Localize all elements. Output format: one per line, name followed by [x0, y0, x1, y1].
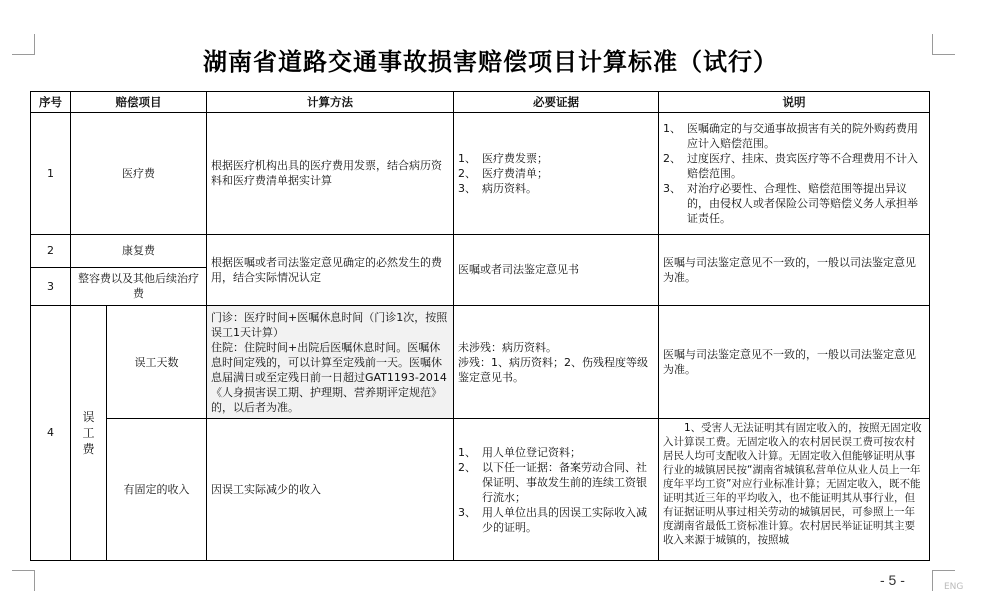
watermark-text: ENG	[944, 582, 964, 592]
header-no: 序号	[31, 92, 71, 113]
row-4-group	[71, 305, 107, 560]
document-title: 湖南省道路交通事故损害赔偿项目计算标准（试行）	[203, 48, 778, 76]
table-row	[31, 419, 930, 561]
row-1-note	[659, 113, 930, 235]
header-evidence: 必要证据	[454, 92, 659, 113]
page-number: - 5 -	[880, 572, 905, 588]
table-row	[31, 113, 930, 235]
compensation-table	[30, 91, 930, 561]
row-1-evidence-list	[458, 151, 654, 196]
list-item: 3、 病历资料。	[458, 181, 537, 195]
table-row	[31, 234, 930, 267]
row-2-3-method: 根据医嘱或者司法鉴定意见确定的必然发生的费用，结合实际情况认定	[207, 234, 454, 305]
row-4b-method: 因误工实际减少的收入	[207, 419, 454, 561]
row-1-no: 1	[31, 113, 71, 235]
list-item: 1、 医疗费发票；	[458, 151, 548, 165]
row-4b-note-text: 1、受害人无法证明其有固定收入的，按照无固定收入计算误工费。无固定收入的农村居民误工费可按农村居民人均可支配收入计算。无固定收入但能够证明从事行业的城镇居民按“湖南省城镇私营单位从业人员上一年度年平均工资”对应行业标准计算；无固定收入，既不能证明其近三年的平均收入，也不能证明其从事行业，但有证据证明从事过相关劳动的城镇居民，可参照上一年度湖南省最低工资标准计算。农村居民举证证明其主要收入来源于城镇的，按照城	[663, 422, 922, 547]
row-1-note-list	[663, 121, 925, 226]
header-method: 计算方法	[207, 92, 454, 113]
list-item: 3、 用人单位出具的因误工实际收入减少的证明。	[458, 505, 647, 534]
row-2-no: 2	[31, 234, 71, 267]
list-item: 3、 对治疗必要性、合理性、赔偿范围等提出异议的，由侵权人或者保险公司等赔偿义务人承担举证责任。	[663, 181, 918, 225]
row-4a-method: 门诊：医疗时间+医嘱休息时间（门诊1次，按照误工1天计算） 住院：住院时间+出院后医嘱休息时间。医嘱休息时间定残的，可以计算至定残前一天。医嘱休息届满日或至定残日前一日超过GAT1193-2014《人身损害误工期、护理期、营养期评定规范》的，以后者为准。	[207, 305, 454, 418]
table-row	[31, 305, 930, 418]
row-4b-evidence-list	[458, 445, 654, 535]
row-2-3-note: 医嘱与司法鉴定意见不一致的，一般以司法鉴定意见为准。	[659, 234, 930, 305]
crop-mark-bottom-left	[12, 570, 35, 591]
row-4a-note: 医嘱与司法鉴定意见不一致的，一般以司法鉴定意见为准。	[659, 305, 930, 418]
row-4b-evidence	[454, 419, 659, 561]
row-4-no: 4	[31, 305, 71, 560]
list-item: 2、 过度医疗、挂床、贵宾医疗等不合理费用不计入赔偿范围。	[663, 151, 918, 180]
header-note: 说明	[659, 92, 930, 113]
header-item: 赔偿项目	[71, 92, 207, 113]
row-3-no: 3	[31, 267, 71, 305]
row-4b-item: 有固定的收入	[107, 419, 207, 561]
list-item: 1、 用人单位登记资料；	[458, 445, 581, 459]
row-4b-note	[659, 419, 930, 561]
row-1-method: 根据医疗机构出具的医疗费用发票，结合病历资料和医疗费清单据实计算	[207, 113, 454, 235]
row-4-group-label: 误工费	[82, 409, 95, 456]
row-3-item: 整容费以及其他后续治疗费	[71, 267, 207, 305]
row-2-item: 康复费	[71, 234, 207, 267]
row-1-item: 医疗费	[71, 113, 207, 235]
list-item: 2、 医疗费清单；	[458, 166, 548, 180]
row-2-3-evidence: 医嘱或者司法鉴定意见书	[454, 234, 659, 305]
row-4a-item: 误工天数	[107, 305, 207, 418]
row-4a-evidence: 未涉残：病历资料。 涉残：1、病历资料；2、伤残程度等级鉴定意见书。	[454, 305, 659, 418]
list-item: 1、 医嘱确定的与交通事故损害有关的院外购药费用应计入赔偿范围。	[663, 121, 918, 150]
row-1-evidence	[454, 113, 659, 235]
list-item: 2、 以下任一证据：备案劳动合同、社保证明、事故发生前的连续工资银行流水；	[458, 460, 647, 504]
table-header-row	[31, 92, 930, 113]
